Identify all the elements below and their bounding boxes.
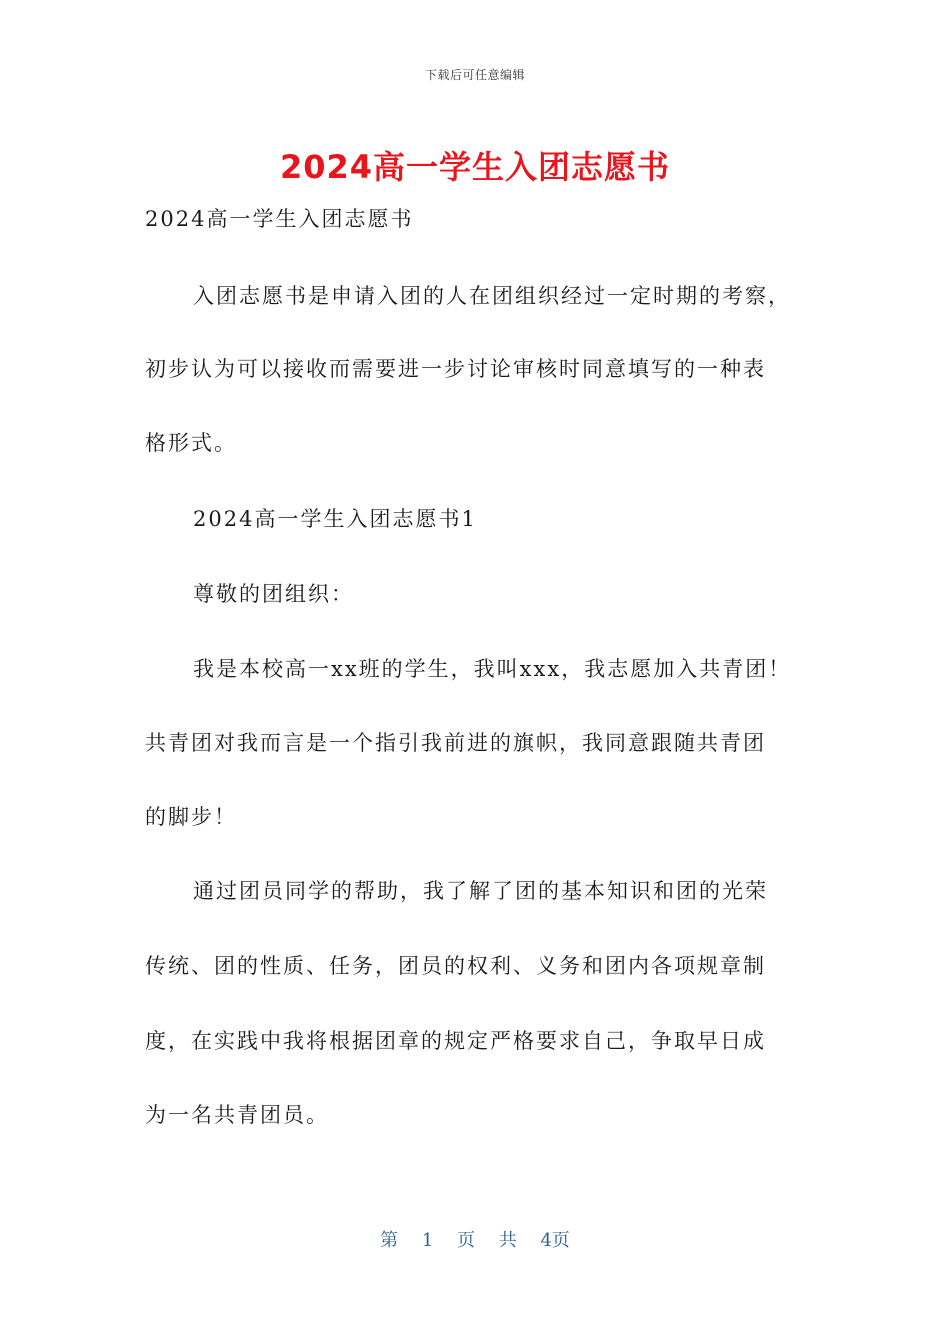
page-footer — [0, 1226, 950, 1252]
total-label-prefix: 共 — [498, 1230, 517, 1251]
body-line: 的脚步！ — [145, 805, 237, 829]
current-page-number: 1 — [421, 1230, 434, 1251]
body-line: 通过团员同学的帮助，我了解了团的基本知识和团的光荣 — [193, 879, 768, 903]
body-line: 格形式。 — [145, 431, 237, 455]
body-line: 入团志愿书是申请入团的人在团组织经过一定时期的考察， — [193, 284, 791, 308]
header-note: 下载后可任意编辑 — [424, 68, 525, 82]
body-line: 共青团对我而言是一个指引我前进的旗帜，我同意跟随共青团 — [145, 731, 766, 755]
body-line: 为一名共青团员。 — [145, 1103, 329, 1127]
section-heading: 2024高一学生入团志愿书1 — [193, 507, 477, 531]
body-line: 初步认为可以接收而需要进一步讨论审核时同意填写的一种表 — [145, 357, 766, 381]
total-pages: 4页 — [540, 1230, 570, 1251]
salutation: 尊敬的团组织： — [193, 582, 354, 606]
body-line: 度，在实践中我将根据团章的规定严格要求自己，争取早日成 — [145, 1029, 766, 1053]
page-label-mid: 页 — [457, 1230, 475, 1251]
document-title: 2024高一学生入团志愿书 — [279, 148, 671, 186]
body-line: 传统、团的性质、任务，团员的权利、义务和团内各项规章制 — [145, 954, 766, 978]
body-line-subtitle: 2024高一学生入团志愿书 — [145, 207, 414, 231]
body-line: 我是本校高一xx班的学生，我叫xxx，我志愿加入共青团！ — [193, 657, 792, 681]
page-label-prefix: 第 — [380, 1230, 399, 1251]
